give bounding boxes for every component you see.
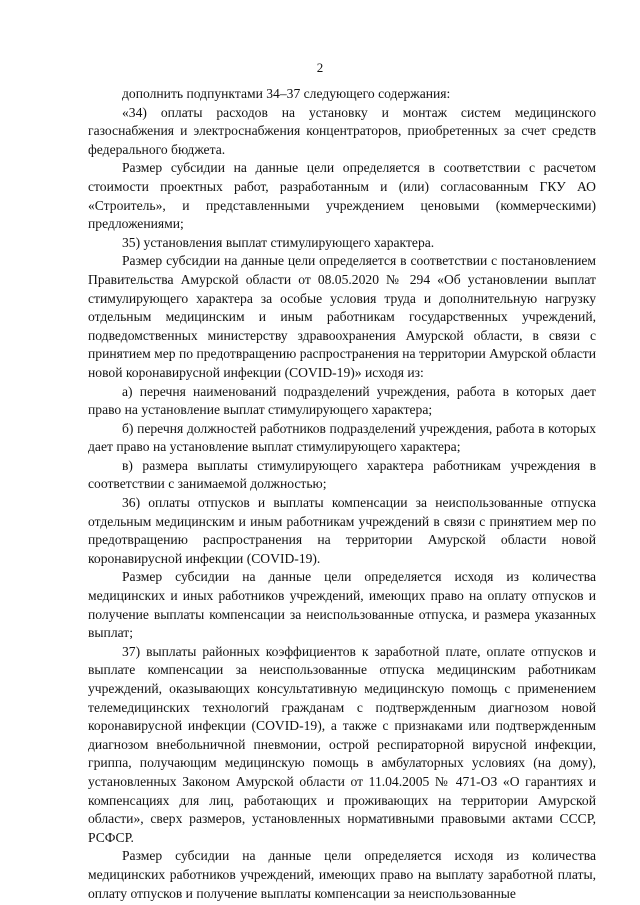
paragraph-item-36-subsidy: Размер субсидии на данные цели определяется исходя из количества медицинских и иных работников учреждений, имеющих право на оплату отпусков и получение выплаты компенсации за неиспользованные отпуска, и размера указанных выплат;	[88, 569, 596, 641]
paragraph-item-34-subsidy: Размер субсидии на данные цели определяется в соответствии с расчетом стоимости проектных работ, разработанным и (или) согласованным ГКУ АО «Строитель», и представленными учреждением ценовыми (коммерческими) предложениями;	[88, 160, 596, 232]
paragraph-item-35-a: а) перечня наименований подразделений учреждения, работа в которых дает право на установление выплат стимулирующего характера;	[88, 383, 596, 418]
page-number: 2	[316, 60, 324, 75]
paragraph-item-34: «34) оплаты расходов на установку и монтаж систем медицинского газоснабжения и электроснабжения концентраторов, приобретенных за счет средств федерального бюджета.	[88, 104, 596, 157]
paragraph-item-35-b: б) перечня должностей работников подразделений учреждения, работа в которых дает право на установление выплат стимулирующего характера;	[88, 420, 596, 455]
paragraph-item-35-subsidy: Размер субсидии на данные цели определяется в соответствии с постановлением Правительства Амурской области от 08.05.2020 № 294 «Об установлении выплат стимулирующего характера за особые условия труда и дополнительную нагрузку отдельным медицинским и иным работникам государственных учреждений, подведомственных министерству здравоохранения Амурской области, в связи с принятием мер по предотвращению распространения на территории Амурской области новой коронавирусной инфекции (COVID-19)» исходя из:	[88, 253, 596, 380]
document-body	[88, 85, 596, 903]
paragraph-item-37-subsidy: Размер субсидии на данные цели определяется исходя из количества медицинских работников учреждений, имеющих право на выплату заработной платы, оплату отпусков и получение выплаты компенсации за неиспользованные	[88, 848, 596, 901]
paragraph-item-37: 37) выплаты районных коэффициентов к заработной плате, оплате отпусков и выплате компенсации за неиспользованные отпуска медицинским работникам учреждений, оказывающих консультативную медицинскую помощь с применением телемедицинских технологий гражданам с подтвержденным диагнозом новой коронавирусной инфекции (COVID-19), а также с признаками или подтвержденным диагнозом внебольничной пневмонии, острой респираторной вирусной инфекции, гриппа, получающим медицинскую помощь в амбулаторных условиях (на дому), установленных Законом Амурской области от 11.04.2005 № 471-ОЗ «О гарантиях и компенсациях для лиц, работающих и проживающих на территории Амурской области», сверх размеров, установленных нормативными правовыми актами СССР, РСФСР.	[88, 643, 596, 845]
paragraph-item-35: 35) установления выплат стимулирующего характера.	[122, 234, 435, 250]
paragraph-item-36: 36) оплаты отпусков и выплаты компенсации за неиспользованные отпуска отдельным медицинским и иным работникам учреждений в связи с принятием мер по предотвращению распространения на территории Амурской области новой коронавирусной инфекции (COVID-19).	[88, 495, 596, 566]
paragraph-item-35-c: в) размера выплаты стимулирующего характера работникам учреждения в соответствии с занимаемой должностью;	[88, 457, 596, 492]
paragraph-intro: дополнить подпунктами 34–37 следующего содержания:	[122, 86, 451, 101]
